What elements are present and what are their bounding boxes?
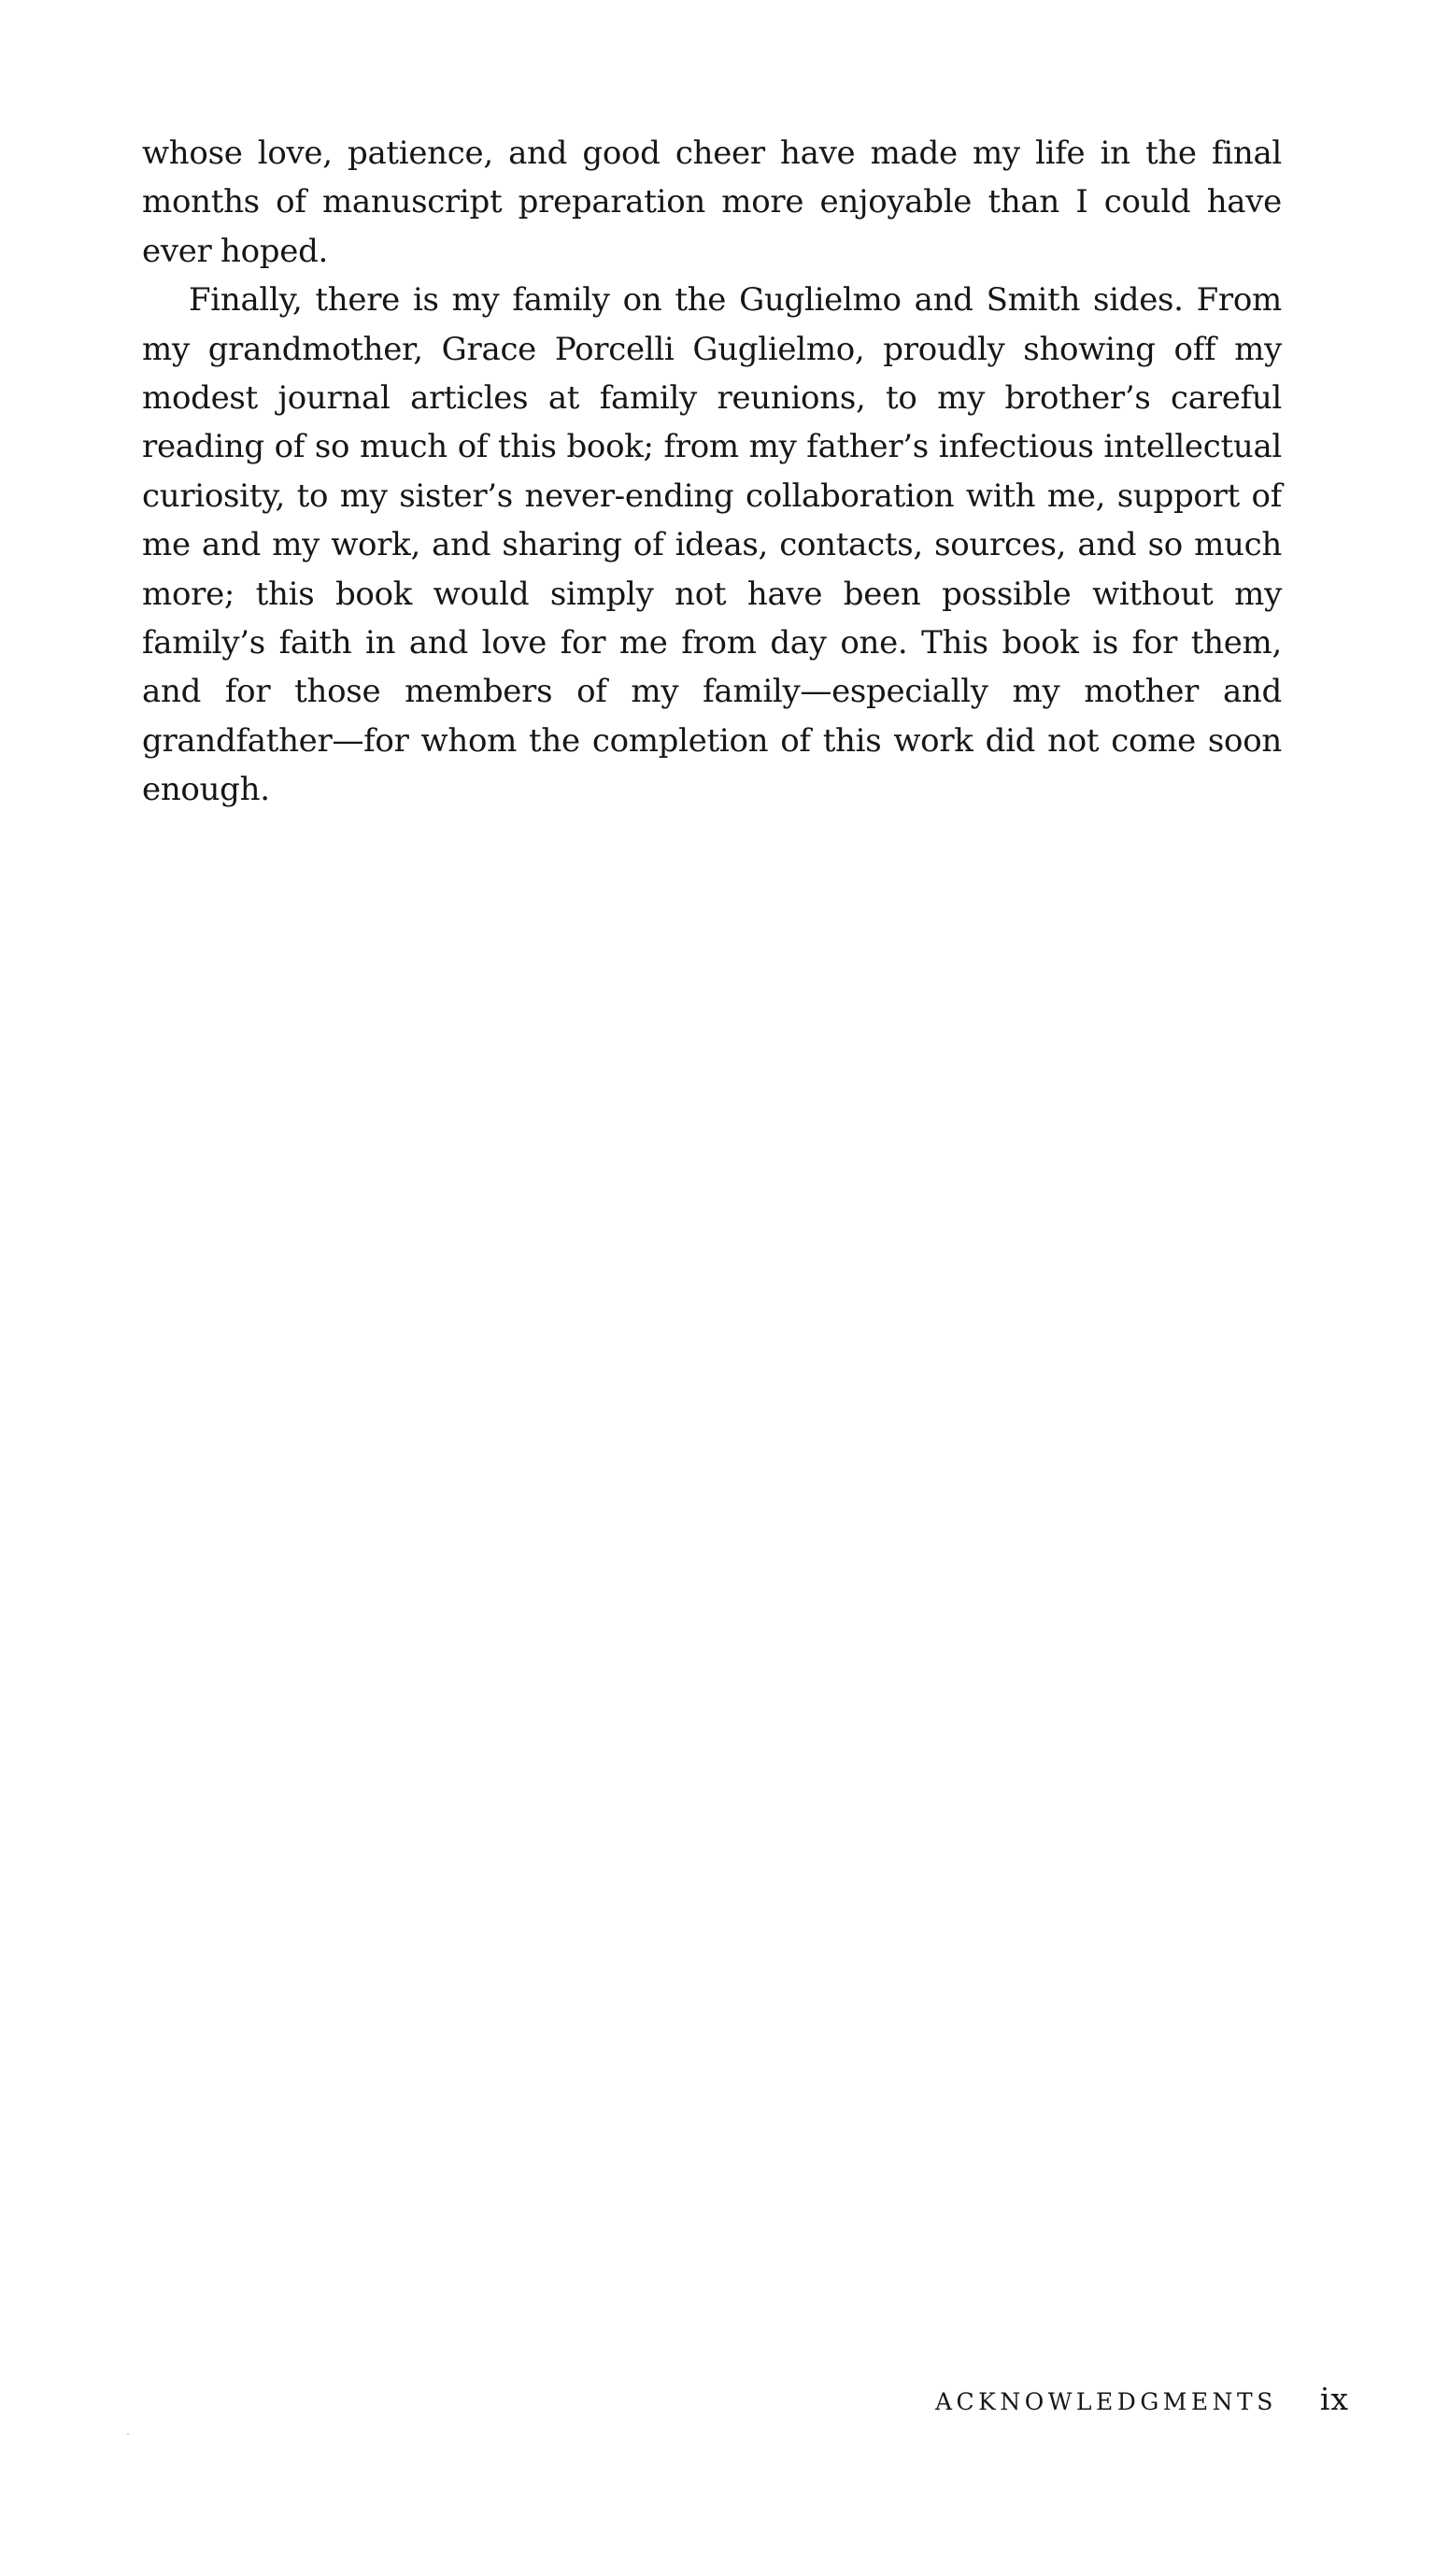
scan-speck — [127, 2433, 129, 2435]
body-text — [142, 129, 1282, 815]
page-number: ix — [1319, 2381, 1349, 2417]
paragraph-continued: whose love, patience, and good cheer have made my life in the final months of manuscript preparation more enjoyable than I could have ever hoped. — [142, 135, 1282, 270]
paragraph-family: Finally, there is my family on the Guglielmo and Smith sides. From my grandmother, Grace Porcelli Guglielmo, proudly showing off my modest journal articles at family reunions, to my brother’s careful reading of so much of this book; from my father’s infectious intellectual curiosity, to my sister’s never-ending collaboration with me, support of me and my work, and sharing of ideas, contacts, sources, and so much more; this book would simply not have been possible without my family’s faith in and love for me from day one. This book is for them, and for those members of my family—especially my mother and grandfather—for whom the completion of this work did not come soon enough. — [142, 281, 1282, 809]
running-head-label: ACKNOWLEDGMENTS — [935, 2388, 1277, 2415]
running-footer — [935, 2381, 1349, 2417]
